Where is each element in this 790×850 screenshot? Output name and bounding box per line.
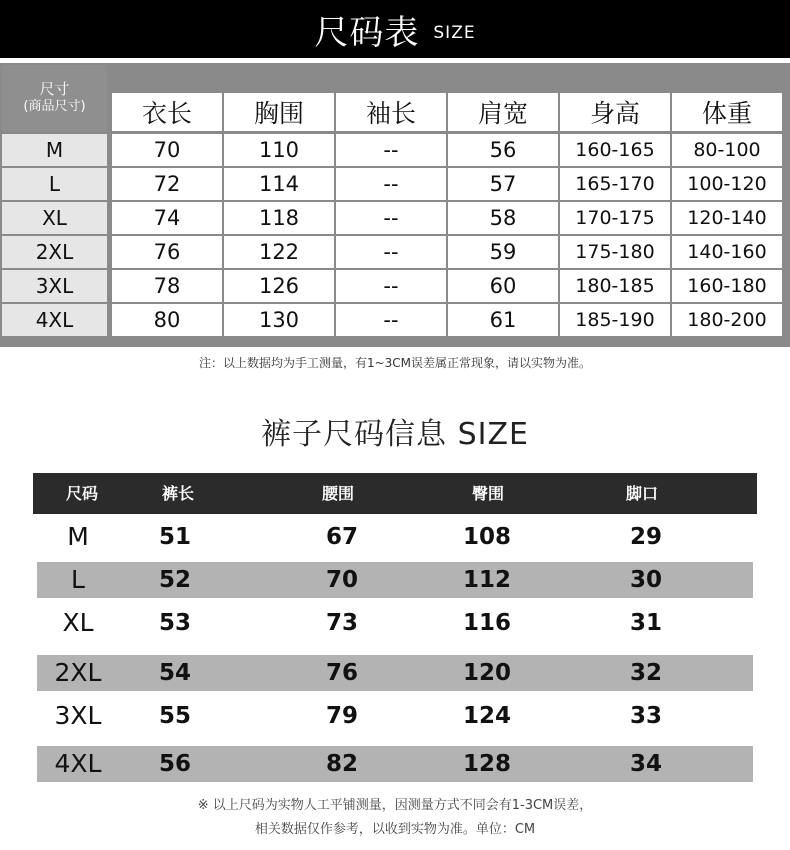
table-cell: 110 <box>224 134 334 166</box>
table-cell: 76 <box>112 236 222 268</box>
pants-size-label: 4XL <box>54 749 102 778</box>
table-row <box>37 746 753 782</box>
table-cell: 59 <box>448 236 558 268</box>
table-cell: 70 <box>325 567 358 593</box>
pants-table-header <box>33 473 757 514</box>
table-row <box>37 562 753 598</box>
table-cell: -- <box>336 236 446 268</box>
corner-label: 尺寸 <box>39 80 70 98</box>
table-cell: 112 <box>462 567 511 593</box>
table-cell: 51 <box>158 524 191 550</box>
size-label: 2XL <box>2 236 107 268</box>
table-cell: 56 <box>158 751 191 777</box>
table-row <box>37 655 753 691</box>
column-header: 胸围 <box>224 93 334 131</box>
column-header: 袖长 <box>336 93 446 131</box>
table-cell: 180-200 <box>672 304 782 336</box>
pants-size-label: M <box>67 522 89 551</box>
table-cell: 116 <box>462 610 511 636</box>
table-cell: 80-100 <box>672 134 782 166</box>
table-cell: 160-165 <box>560 134 670 166</box>
table-row <box>37 698 753 734</box>
table-cell: 108 <box>462 524 511 550</box>
table-cell: 52 <box>158 567 191 593</box>
pants-column-header: 臀围 <box>471 484 504 503</box>
table-cell: 34 <box>629 751 662 777</box>
table-cell: 160-180 <box>672 270 782 302</box>
table-cell: 124 <box>462 703 511 729</box>
table-cell: 33 <box>629 703 662 729</box>
pants-size-label: 2XL <box>54 658 102 687</box>
table-cell: 29 <box>629 524 662 550</box>
table-cell: 56 <box>448 134 558 166</box>
table-cell: -- <box>336 168 446 200</box>
pants-column-header: 裤长 <box>161 484 194 503</box>
header-title: 尺码表 <box>314 12 420 53</box>
column-header: 肩宽 <box>448 93 558 131</box>
table-cell: 120 <box>462 660 511 686</box>
table-cell: 70 <box>112 134 222 166</box>
table-row <box>37 519 753 555</box>
table-cell: 76 <box>325 660 358 686</box>
pants-column-header: 腰围 <box>321 484 354 503</box>
table-cell: 78 <box>112 270 222 302</box>
header-subtitle: SIZE <box>433 23 476 43</box>
table-cell: 170-175 <box>560 202 670 234</box>
table-cell: -- <box>336 304 446 336</box>
table-cell: 128 <box>462 751 511 777</box>
size-label: 3XL <box>2 270 107 302</box>
top-table-note: 注：以上数据均为手工测量，有1~3CM误差属正常现象，请以实物为准。 <box>198 356 592 370</box>
table-cell: 100-120 <box>672 168 782 200</box>
table-cell: 122 <box>224 236 334 268</box>
size-label: L <box>2 168 107 200</box>
table-cell: 79 <box>325 703 358 729</box>
table-cell: 67 <box>325 524 358 550</box>
table-cell: 120-140 <box>672 202 782 234</box>
header-bar <box>0 0 790 58</box>
column-header: 身高 <box>560 93 670 131</box>
pants-size-label: L <box>71 565 85 594</box>
table-cell: 60 <box>448 270 558 302</box>
table-cell: 130 <box>224 304 334 336</box>
table-cell: 118 <box>224 202 334 234</box>
corner-cell <box>2 65 107 131</box>
table-cell: 185-190 <box>560 304 670 336</box>
table-cell: -- <box>336 202 446 234</box>
table-cell: 72 <box>112 168 222 200</box>
table-cell: -- <box>336 270 446 302</box>
table-cell: 114 <box>224 168 334 200</box>
column-header: 体重 <box>672 93 782 131</box>
table-cell: 180-185 <box>560 270 670 302</box>
pants-column-header: 脚口 <box>625 484 658 503</box>
table-cell: 175-180 <box>560 236 670 268</box>
table-cell: 140-160 <box>672 236 782 268</box>
table-cell: 74 <box>112 202 222 234</box>
table-cell: 61 <box>448 304 558 336</box>
corner-sublabel: (商品尺寸) <box>23 99 86 114</box>
pants-note-line-1: ※ 以上尺码为实物人工平铺测量，因测量方式不同会有1-3CM误差， <box>197 798 593 813</box>
pants-note-line-2: 相关数据仅作参考，以收到实物为准。单位：CM <box>254 822 536 837</box>
table-cell: 165-170 <box>560 168 670 200</box>
table-cell: 30 <box>629 567 662 593</box>
table-cell: 82 <box>325 751 358 777</box>
table-cell: 80 <box>112 304 222 336</box>
size-label: 4XL <box>2 304 107 336</box>
top-size-table <box>0 63 790 347</box>
table-cell: 32 <box>629 660 662 686</box>
table-cell: 55 <box>158 703 191 729</box>
table-cell: 126 <box>224 270 334 302</box>
pants-section-title: 裤子尺码信息 SIZE <box>261 417 529 452</box>
table-cell: 58 <box>448 202 558 234</box>
column-header: 衣长 <box>112 93 222 131</box>
size-label: XL <box>2 202 107 234</box>
table-cell: 73 <box>325 610 358 636</box>
table-cell: 57 <box>448 168 558 200</box>
pants-size-label: XL <box>62 608 94 637</box>
table-cell: 31 <box>629 610 662 636</box>
table-row <box>37 605 753 641</box>
pants-column-header: 尺码 <box>65 484 98 503</box>
table-cell: 53 <box>158 610 191 636</box>
size-label: M <box>2 134 107 166</box>
table-cell: -- <box>336 134 446 166</box>
pants-size-label: 3XL <box>54 701 102 730</box>
table-cell: 54 <box>158 660 191 686</box>
